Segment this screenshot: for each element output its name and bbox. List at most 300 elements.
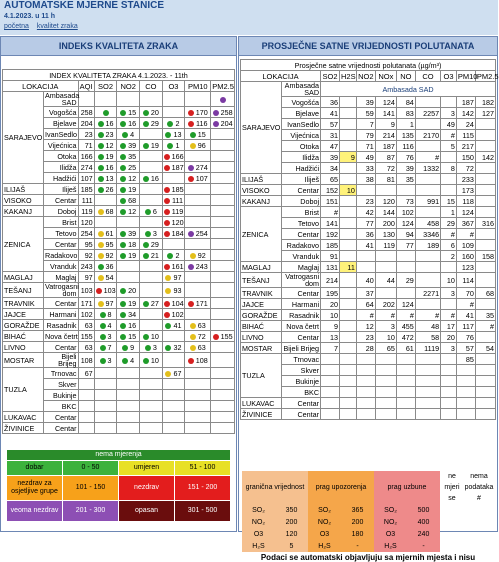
pollutant-index: 13 [171,129,182,139]
station-name[interactable]: Radakovo [282,240,321,251]
threshold-cell: SO₂ [242,504,275,516]
table-row [3,298,235,309]
station-name[interactable]: Tetovo [44,228,79,239]
pollutant-index: 155 [218,331,233,341]
pollutant-cell [185,118,211,129]
average-value: 87 [375,152,396,163]
pollutant-cell [140,184,163,195]
pollutant-index: 72 [195,331,206,341]
average-value: 214 [375,130,396,141]
average-value: 49 [441,119,457,130]
pollutant-cell [140,309,163,320]
average-value [340,343,357,354]
pollutant-index: 93 [171,285,182,295]
legend-very-unhealthy: veoma nezdrav [7,501,63,522]
pollutant-cell [185,173,211,184]
pollutant-index: 8 [105,309,112,319]
average-value [396,354,415,365]
pollutant-index: 12 [126,206,137,216]
threshold-cell: O3 [242,528,275,540]
table-row [241,82,496,97]
pollutant-cell [162,283,185,298]
pollutant-index: 4 [128,355,135,365]
station-name[interactable]: BKC [282,387,321,398]
station-name[interactable]: Centar [282,398,321,409]
pollutant-cell [94,379,117,390]
station-name[interactable]: Brist [282,207,321,218]
pollutant-cell [162,353,185,368]
pollutant-cell [94,140,117,151]
average-value [321,376,340,387]
average-value [456,398,475,409]
average-value [415,251,440,262]
averages-table [240,59,499,420]
threshold-row [242,540,494,552]
station-name[interactable]: Centar [44,239,79,250]
pollutant-cell [211,272,235,283]
pollutant-cell [185,162,211,173]
pollutant-index: 54 [103,272,114,282]
average-value: 5 [441,141,457,152]
station-name[interactable]: Bijeli Brijeg [44,353,79,368]
station-name[interactable]: Iliješ [282,174,321,185]
pollutant-index: 6 [150,206,157,216]
average-value: 39 [321,152,340,163]
status-dot-icon [103,110,109,116]
average-value [475,240,495,251]
station-name[interactable]: Otoka [44,151,79,162]
average-value: 187 [375,141,396,152]
pollutant-index: 39 [126,228,137,238]
station-name[interactable]: Vogošća [282,97,321,108]
station-name[interactable]: Maglaj [282,262,321,273]
average-value: 10 [340,185,357,196]
aqi-value: 171 [78,298,94,309]
pollutant-cell [117,162,140,173]
aqi-value: 103 [78,283,94,298]
average-value: 15 [441,196,457,207]
pollutant-cell [185,353,211,368]
city-name: ZENICA [241,207,282,262]
pollutant-cell [185,423,211,434]
pollutant-cell [185,261,211,272]
station-name[interactable]: Vogošća [44,107,79,118]
aqi-value: 97 [78,272,94,283]
pollutant-cell [162,272,185,283]
average-value [340,108,357,119]
average-value [441,354,457,365]
average-value [375,365,396,376]
average-value: 158 [475,251,495,262]
average-value [396,251,415,262]
average-value: 2170 [415,130,440,141]
pollutant-cell [211,129,235,140]
station-name[interactable]: BKC [44,401,79,412]
col-aqi: AQI [79,81,93,91]
pollutant-index: 19 [126,184,137,194]
pollutant-cell [162,309,185,320]
threshold-cell: H₂S [308,540,341,552]
pollutant-cell [162,331,185,342]
threshold-cell: SO₂ [374,504,407,516]
threshold-cell: 365 [341,504,374,516]
station-name[interactable]: Ambasada SAD [282,82,321,97]
threshold-cell: 240 [407,528,440,540]
average-value: 73 [396,196,415,207]
city-name: LUKAVAC [3,412,44,423]
legend-very-unhealthy-range: 201 - 300 [63,501,119,522]
pollutant-index: 19 [126,298,137,308]
table-row [241,207,496,218]
pollutant-index: 16 [103,118,114,128]
station-name[interactable]: Ilidža [282,152,321,163]
pollutant-cell [94,342,117,353]
average-value [415,409,440,420]
average-value [340,240,357,251]
pollutant-index: 35 [126,151,137,161]
average-value: # [456,299,475,310]
pollutant-index: 97 [103,298,114,308]
average-value: 120 [375,196,396,207]
station-name[interactable]: Bjelave [282,108,321,119]
pollutant-index: 185 [169,184,184,194]
pollutant-cell [185,250,211,261]
station-name[interactable]: Bukinje [44,390,79,401]
average-value: 3 [441,108,457,119]
station-name[interactable]: Centar [282,288,321,299]
table-row [241,299,496,310]
average-value [475,354,495,365]
table-row [3,423,235,434]
pollutant-cell [94,309,117,320]
station-name[interactable]: Ambasada SAD [45,91,80,107]
aqi-value: 92 [78,250,94,261]
average-value: 115 [456,130,475,141]
pollutant-cell [185,368,211,379]
station-name[interactable]: Centar [44,195,79,206]
average-value [441,299,457,310]
pollutant-index: 39 [126,140,137,150]
pollutant-index: 12 [103,140,114,150]
average-value: 28 [356,343,375,354]
average-value: 2 [441,251,457,262]
aqi-value: 63 [78,342,94,353]
pollutant-index: 18 [126,239,137,249]
status-dot-icon [220,97,226,103]
pollutant-index: 204 [218,118,233,128]
legend-hazardous-range: 301 - 500 [175,501,231,522]
station-name[interactable]: Doboj [44,206,79,217]
station-name[interactable]: IvanSedlo [282,119,321,130]
average-value: 118 [456,196,475,207]
station-name[interactable]: IvanSedlo [45,129,77,139]
pollutant-index: 92 [103,250,114,260]
table-row [3,217,235,228]
station-name[interactable]: Centar [44,342,79,353]
average-value: 1332 [415,163,440,174]
station-name[interactable]: Rasadnik [282,310,321,321]
col-pollutant: PM10 [185,81,211,92]
average-value: 2271 [415,288,440,299]
average-value: 10 [441,273,457,288]
average-value: 124 [396,299,415,310]
average-value: 458 [415,218,440,229]
average-value [396,376,415,387]
city-name: SARAJEVO [3,92,44,184]
pollutant-cell [162,140,185,151]
table-row [241,185,496,196]
average-value: 3 [375,321,396,332]
average-value: 109 [456,240,475,251]
legend-sensitive: nezdrav za osjetljive grupe [7,476,63,501]
average-value [356,185,375,196]
pollutant-index: 274 [193,162,208,172]
breadcrumb [4,23,84,30]
average-value: 72 [375,163,396,174]
station-name[interactable]: Centar [282,185,321,196]
city-name: LIVNO [241,332,282,343]
pollutant-index: 7 [105,342,112,352]
average-value [456,365,475,376]
table-row [3,92,235,107]
aqi-value: 111 [78,195,94,206]
pollutant-index: 102 [169,309,184,319]
average-value: # [441,130,457,141]
pollutant-cell [211,107,235,118]
station-name[interactable]: Vijećnica [44,140,79,151]
pollutant-index: 258 [218,107,233,117]
pollutant-cell [94,206,117,217]
table-row [3,342,235,353]
pollutant-cell [162,217,185,228]
pollutant-cell [185,140,211,151]
pollutant-cell [162,390,185,401]
pollutant-cell [94,298,117,309]
pollutant-cell [185,331,211,342]
average-value [475,273,495,288]
table-row [241,409,496,420]
aqi-value: 107 [78,173,94,184]
station-name[interactable]: Centar [282,332,321,343]
pollutant-cell [162,173,185,184]
pollutant-cell [117,173,140,184]
station-name[interactable]: Centar [44,298,79,309]
average-value [321,398,340,409]
station-name[interactable]: Harmani [282,299,321,310]
average-value [475,409,495,420]
average-value [441,409,457,420]
pollutant-cell [117,261,140,272]
pollutant-cell [117,107,140,118]
station-name[interactable]: Skver [282,365,321,376]
average-value [415,354,440,365]
station-name[interactable]: Tetovo [282,218,321,229]
pollutant-cell [162,368,185,379]
station-name[interactable]: Harmani [44,309,79,320]
aqi-value: 166 [78,151,94,162]
station-name[interactable]: Vranduk [44,261,79,272]
legend-unhealthy: nezdrav [119,476,175,501]
average-value [340,354,357,365]
threshold-cell: O3 [374,528,407,540]
footnote: Podaci se automatski objavljuju sa mjernih mjesta i nisu [260,553,476,562]
table-row [3,412,235,423]
pollutant-cell [94,368,117,379]
station-name[interactable]: Doboj [282,196,321,207]
pollutant-index: 2 [173,250,180,260]
average-value: 7 [356,119,375,130]
station-name[interactable]: Bjelave [44,118,79,129]
average-value: 85 [456,354,475,365]
legend-unhealthy-range: 151 - 200 [175,476,231,501]
station-name[interactable]: Bukinje [282,376,321,387]
pollutant-cell [185,195,211,206]
station-name[interactable]: Iliješ [44,184,79,195]
pollutant-index: 15 [195,129,206,139]
threshold-cell: O3 [308,528,341,540]
average-value: 141 [375,108,396,119]
station-name[interactable]: Centar [282,229,321,240]
table-row [241,174,496,185]
station-name[interactable]: Vranduk [282,251,321,262]
average-value: 70 [456,288,475,299]
average-value: 131 [321,262,340,273]
station-name[interactable]: Vatrogasni dom [45,282,79,298]
average-value: 68 [475,288,495,299]
average-value [356,354,375,365]
aqi-value: 258 [78,107,94,118]
pollutant-cell [94,272,117,283]
pollutant-cell [94,217,117,228]
averages-caption: Prosječne satne vrijednosti polutanata (µg/m³) [241,60,496,71]
table-row [3,331,235,342]
pollutant-cell [211,184,235,195]
station-name[interactable]: Centar [44,412,79,423]
link-home[interactable]: početna [4,23,29,30]
pollutant-cell [94,239,117,250]
station-name[interactable]: Ilidža [44,162,79,173]
pollutant-cell [140,379,163,390]
station-name[interactable]: Maglaj [44,272,79,283]
average-value: 7 [321,343,340,354]
pollutant-index: 96 [195,140,206,150]
average-value: # [415,310,440,321]
station-name[interactable]: Radakovo [45,250,78,260]
station-name[interactable]: Bijeli Brijeg [283,343,320,353]
pollutant-index: 29 [148,118,159,128]
station-name[interactable]: Vijećnica [282,130,321,141]
pollutant-index: 21 [148,250,159,260]
average-value: 71 [356,141,375,152]
pollutant-cell [94,320,117,331]
average-value: 41 [356,240,375,251]
pollutant-cell [140,250,163,261]
pollutant-index: 10 [148,331,159,341]
pollutant-cell [211,353,235,368]
station-name[interactable]: Otoka [282,141,321,152]
station-name[interactable]: Nova četrt [282,321,321,332]
average-value: 472 [396,332,415,343]
link-air-quality[interactable]: kvalitet zraka [36,23,78,30]
threshold-cell: 200 [341,516,374,528]
average-value: 1 [441,207,457,218]
pollutant-cell [117,353,140,368]
station-name[interactable]: Hadžići [44,173,79,184]
aqi-value [78,379,94,390]
table-row [241,310,496,321]
pollutant-index: 166 [169,151,184,161]
average-value [415,141,440,152]
aqi-value: 119 [78,206,94,217]
average-value [340,365,357,376]
pollutant-index: 19 [103,151,114,161]
table-row [241,332,496,343]
pollutant-cell [94,423,117,434]
pollutant-cell [140,261,163,272]
average-value [475,398,495,409]
station-name[interactable]: Vatrogasni dom [282,273,321,288]
average-value [340,97,357,108]
average-value: # [321,207,340,218]
average-value: 91 [321,251,340,262]
city-name: ILIJAŠ [241,174,282,185]
average-value [441,262,457,273]
pollutant-index: 15 [126,331,137,341]
aqi-value: 120 [78,217,94,228]
average-value [356,409,375,420]
average-value: 47 [321,141,340,152]
page-header [0,0,498,35]
pollutant-cell [185,92,211,107]
city-name: ILIJAŠ [3,184,44,195]
average-value: 10 [375,332,396,343]
city-name: KAKANJ [3,206,44,217]
average-value: # [375,310,396,321]
station-name[interactable]: Trnovac [44,368,79,379]
average-value [340,229,357,240]
station-name[interactable]: Brist [44,217,79,228]
pollutant-cell [140,368,163,379]
station-name[interactable]: Skver [44,379,79,390]
legend-moderate-range: 51 - 100 [175,461,231,476]
pollutant-index: 104 [169,298,184,308]
average-value [340,398,357,409]
average-value: 31 [321,130,340,141]
average-value [475,185,495,196]
average-value: 65 [375,343,396,354]
station-name[interactable]: Centar [44,423,79,434]
average-value [375,251,396,262]
pollutant-cell [211,92,235,107]
aqi-panel-title: INDEKS KVALITETA ZRAKA [1,37,236,56]
station-name[interactable]: Rasadnik [44,320,79,331]
average-value: 94 [396,229,415,240]
average-value [356,365,375,376]
station-name[interactable]: Trnovac [282,354,321,365]
station-name[interactable]: Centar [282,409,321,420]
pollutant-cell [140,353,163,368]
pollutant-index: 68 [103,206,114,216]
pollutant-cell [162,118,185,129]
average-value: 76 [456,332,475,343]
average-value [396,185,415,196]
station-name[interactable]: Hadžići [282,163,321,174]
average-value: 48 [415,321,440,332]
pollutant-index: 16 [148,173,159,183]
station-name[interactable]: Nova četrt [45,331,78,341]
average-value: 127 [475,108,495,119]
average-value [321,409,340,420]
